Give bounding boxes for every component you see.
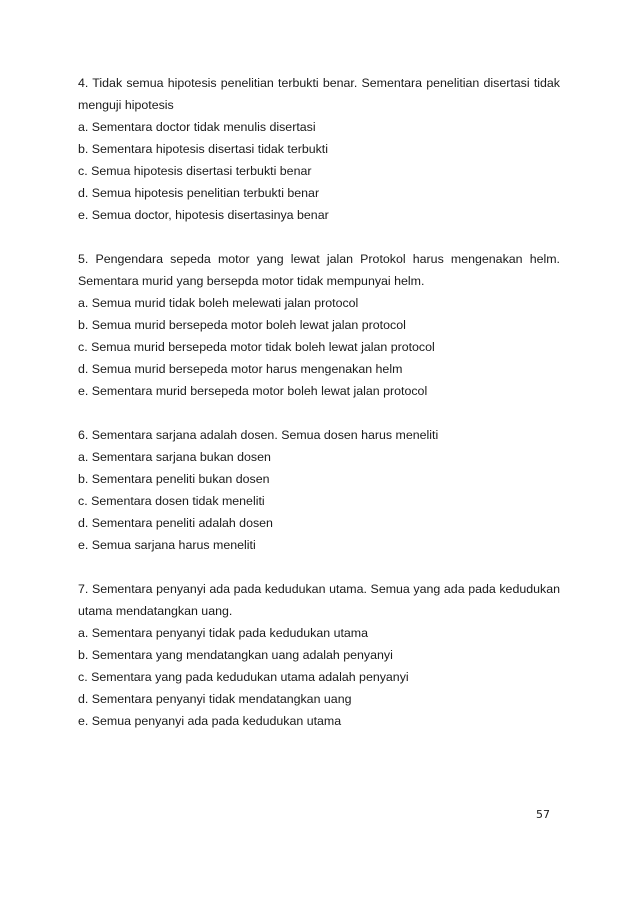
option-a: a. Sementara doctor tidak menulis disertasi: [78, 120, 316, 134]
question-stem: 7. Sementara penyanyi ada pada kedudukan utama. Semua yang ada pada kedudukan utama mendatangkan uang.: [78, 582, 560, 618]
option-a: a. Sementara sarjana bukan dosen: [78, 450, 271, 464]
option-c: c. Semua murid bersepeda motor tidak boleh lewat jalan protocol: [78, 340, 435, 354]
option-b: b. Sementara hipotesis disertasi tidak terbukti: [78, 142, 329, 156]
question-stem: 4. Tidak semua hipotesis penelitian terbukti benar. Sementara penelitian disertasi tidak menguji hipotesis: [78, 76, 560, 112]
question-7: [78, 578, 560, 732]
option-d: d. Semua hipotesis penelitian terbukti benar: [78, 186, 320, 200]
option-a: a. Sementara penyanyi tidak pada kedudukan utama: [78, 626, 369, 640]
option-b: b. Sementara yang mendatangkan uang adalah penyanyi: [78, 648, 393, 662]
option-b: b. Semua murid bersepeda motor boleh lewat jalan protocol: [78, 318, 406, 332]
option-e: e. Semua penyanyi ada pada kedudukan utama: [78, 714, 342, 728]
question-6: [78, 424, 560, 556]
question-stem: 6. Sementara sarjana adalah dosen. Semua dosen harus meneliti: [78, 428, 439, 442]
question-stem: 5. Pengendara sepeda motor yang lewat jalan Protokol harus mengenakan helm. Sementara murid yang bersepda motor tidak mempunyai helm.: [78, 252, 560, 288]
option-d: d. Sementara penyanyi tidak mendatangkan uang: [78, 692, 352, 706]
option-e: e. Sementara murid bersepeda motor boleh lewat jalan protocol: [78, 384, 428, 398]
option-c: c. Semua hipotesis disertasi terbukti benar: [78, 164, 312, 178]
document-page: [78, 72, 560, 754]
option-a: a. Semua murid tidak boleh melewati jalan protocol: [78, 296, 359, 310]
option-c: c. Sementara dosen tidak meneliti: [78, 494, 265, 508]
question-4: [78, 72, 560, 226]
option-b: b. Sementara peneliti bukan dosen: [78, 472, 270, 486]
question-5: [78, 248, 560, 402]
option-e: e. Semua sarjana harus meneliti: [78, 538, 256, 552]
option-c: c. Sementara yang pada kedudukan utama adalah penyanyi: [78, 670, 409, 684]
option-d: d. Sementara peneliti adalah dosen: [78, 516, 273, 530]
option-d: d. Semua murid bersepeda motor harus mengenakan helm: [78, 362, 403, 376]
option-e: e. Semua doctor, hipotesis disertasinya benar: [78, 208, 329, 222]
page-number: 57: [536, 808, 550, 821]
